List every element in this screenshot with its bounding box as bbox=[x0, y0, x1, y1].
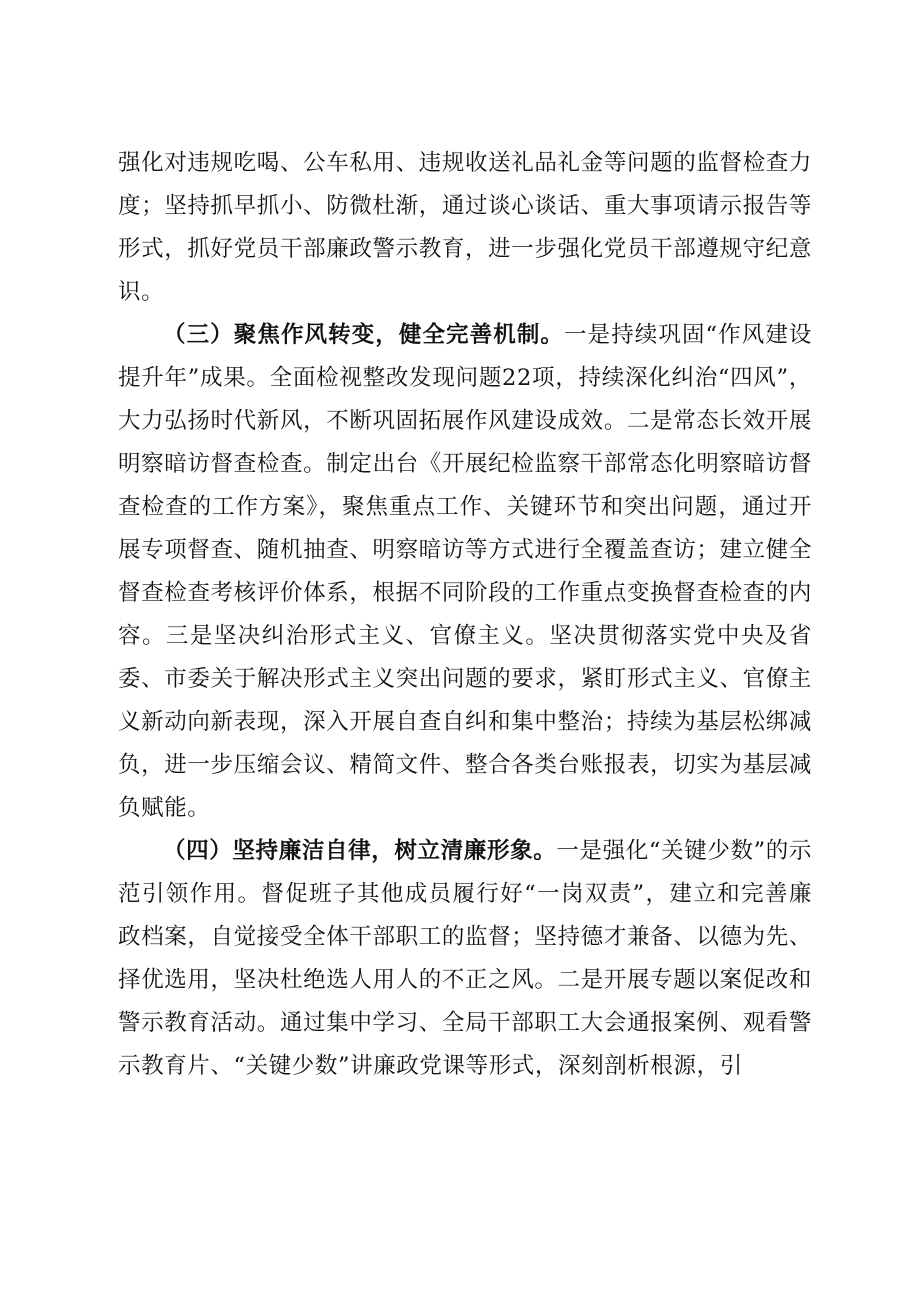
paragraph-3 bbox=[118, 830, 812, 1088]
paragraph-3-text: 一是强化“关键少数”的示范引领作用。督促班子其他成员履行好“一岗双责”，建立和完善廉政档案，自觉接受全体干部职工的监督；坚持德才兼备、以德为先、择优选用，坚决杜绝选人用人的不正之风。二是开展专题以案促改和警示教育活动。通过集中学习、全局干部职工大会通报案例、观看警示教育片、“关键少数”讲廉政党课等形式，深刻剖析根源，引 bbox=[118, 838, 812, 1079]
section-heading-4: （四）坚持廉洁自律，树立清廉形象。 bbox=[163, 838, 557, 864]
paragraph-1 bbox=[118, 142, 812, 314]
document-body bbox=[118, 142, 812, 1088]
paragraph-2-text: 一是持续巩固“作风建设提升年”成果。全面检视整改发现问题22项，持续深化纠治“四风”，大力弘扬时代新风，不断巩固拓展作风建设成效。二是常态长效开展明察暗访督查检查。制定出台《开展纪检监察干部常态化明察暗访督查检查的工作方案》，聚焦重点工作、关键环节和突出问题，通过开展专项督查、随机抽查、明察暗访等方式进行全覆盖查访；建立健全督查检查考核评价体系，根据不同阶段的工作重点变换督查检查的内容。三是坚决纠治形式主义、官僚主义。坚决贯彻落实党中央及省委、市委关于解决形式主义突出问题的要求，紧盯形式主义、官僚主义新动向新表现，深入开展自查自纠和集中整治；持续为基层松绑减负，进一步压缩会议、精简文件、整合各类台账报表，切实为基层减负赋能。 bbox=[118, 322, 813, 821]
section-heading-3: （三）聚焦作风转变，健全完善机制。 bbox=[163, 322, 565, 348]
paragraph-1-text: 强化对违规吃喝、公车私用、违规收送礼品礼金等问题的监督检查力度；坚持抓早抓小、防微杜渐，通过谈心谈话、重大事项请示报告等形式，抓好党员干部廉政警示教育，进一步强化党员干部遵规守纪意识。 bbox=[118, 150, 812, 305]
paragraph-2 bbox=[118, 314, 812, 830]
